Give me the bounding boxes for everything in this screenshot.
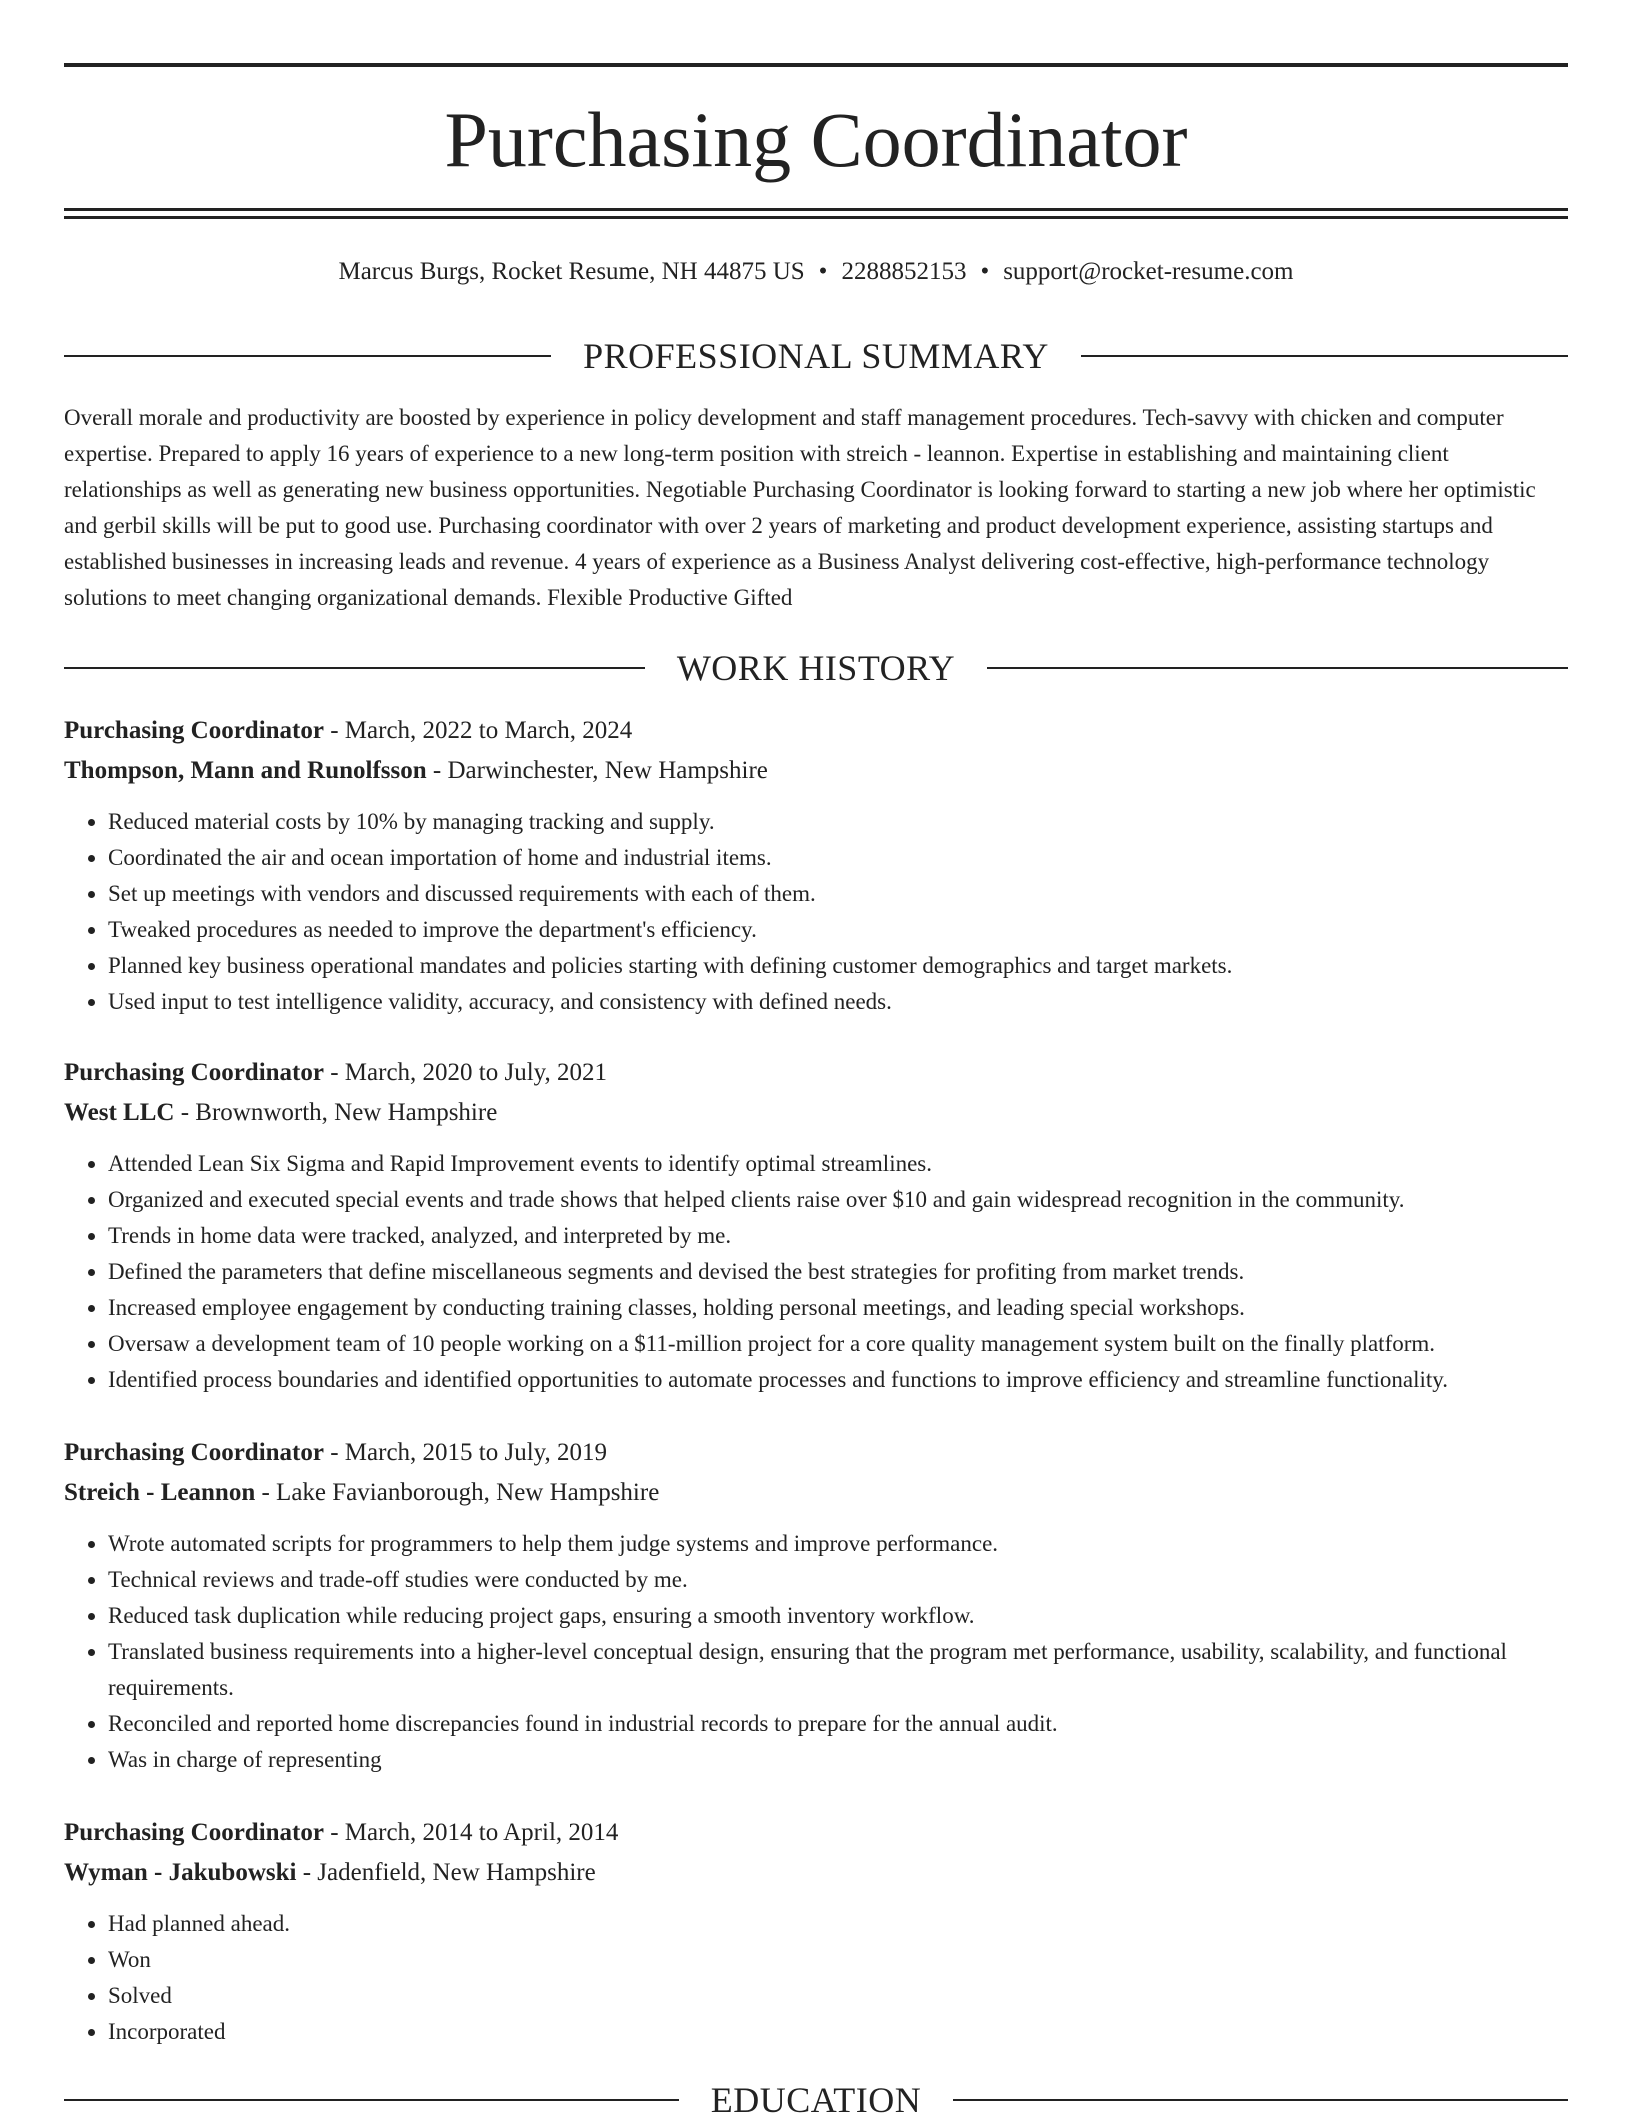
job-title-line (64, 1814, 1568, 1852)
section-header-work (64, 646, 1568, 690)
job-entry (64, 1434, 1568, 1778)
professional-summary-text: Overall morale and productivity are boosted by experience in policy development and staff management procedures. Tech-savvy with chicken and computer expertise. Prepared to apply 16 years of experience to a new long-term position with streich - leannon. Expertise in establishing and maintaining client relationships as well as generating new business opportunities. Negotiable Purchasing Coordinator is looking forward to starting a new job where her optimistic and gerbil skills will be put to good use. Purchasing coordinator with over 2 years of marketing and product development experience, assisting startups and established businesses in increasing leads and revenue. 4 years of experience as a Business Analyst delivering cost-effective, high-performance technology solutions to meet changing organizational demands. Flexible Productive Gifted (64, 405, 1536, 610)
contact-phone: 2288852153 (841, 258, 967, 285)
section-header-education (64, 2078, 1568, 2122)
section-title-education: EDUCATION (710, 2080, 922, 2120)
contact-address: Marcus Burgs, Rocket Resume, NH 44875 US (338, 258, 805, 285)
job-bullet: • Solved (108, 1978, 1568, 2014)
job-dates: - March, 2020 to July, 2021 (323, 1059, 608, 1086)
contact-email: support@rocket-resume.com (1003, 258, 1294, 285)
job-bullet: • Trends in home data were tracked, analyzed, and interpreted by me. (108, 1218, 1568, 1254)
section-rule-right (953, 2099, 1568, 2101)
section-rule-right (987, 667, 1568, 669)
job-dates: - March, 2015 to July, 2019 (323, 1439, 608, 1466)
job-title: Purchasing Coordinator (64, 1059, 324, 1086)
job-entry (64, 712, 1568, 1020)
job-title-line (64, 1054, 1568, 1092)
contact-separator: • (980, 258, 990, 285)
job-location: - Lake Favianborough, New Hampshire (255, 1479, 660, 1506)
section-rule-left (64, 2099, 679, 2101)
job-bullet: • Won (108, 1942, 1568, 1978)
job-bullet: • Tweaked procedures as needed to improve the department's efficiency. (108, 912, 1568, 948)
job-bullet: • Reduced material costs by 10% by managing tracking and supply. (108, 804, 1568, 840)
job-bullet: • Used input to test intelligence validity, accuracy, and consistency with defined needs. (108, 984, 1568, 1020)
job-bullets (64, 1906, 1568, 2050)
section-rule-right (1081, 355, 1568, 357)
job-bullet: • Coordinated the air and ocean importation of home and industrial items. (108, 840, 1568, 876)
title-double-rule (64, 208, 1568, 219)
job-bullet: • Oversaw a development team of 10 people working on a $11-million project for a core quality management system built on the finally platform. (108, 1326, 1568, 1362)
job-bullet: • Set up meetings with vendors and discussed requirements with each of them. (108, 876, 1568, 912)
section-rule-left (64, 667, 645, 669)
job-bullet: • Was in charge of representing (108, 1742, 1568, 1778)
job-bullet: • Attended Lean Six Sigma and Rapid Improvement events to identify optimal streamlines. (108, 1146, 1568, 1182)
job-title: Purchasing Coordinator (64, 1439, 324, 1466)
job-company-line (64, 1854, 1568, 1892)
contact-separator: • (818, 258, 828, 285)
job-bullet: • Incorporated (108, 2014, 1568, 2050)
job-bullet: • Had planned ahead. (108, 1906, 1568, 1942)
top-rule (64, 63, 1568, 67)
job-company-line (64, 1474, 1568, 1512)
job-bullet: • Defined the parameters that define miscellaneous segments and devised the best strategies for profiting from market trends. (108, 1254, 1568, 1290)
job-bullet: • Organized and executed special events and trade shows that helped clients raise over $10 and gain widespread recognition in the community. (108, 1182, 1568, 1218)
job-dates: - March, 2022 to March, 2024 (323, 717, 633, 744)
job-title: Purchasing Coordinator (64, 1819, 324, 1846)
section-rule-left (64, 355, 551, 357)
job-entry (64, 1814, 1568, 2050)
job-bullet: • Translated business requirements into a higher-level conceptual design, ensuring that the program met performance, usability, scalability, and functional requirements. (108, 1634, 1568, 1706)
job-company: Wyman - Jakubowski (64, 1859, 297, 1886)
job-location: - Jadenfield, New Hampshire (296, 1859, 596, 1886)
job-title: Purchasing Coordinator (64, 717, 324, 744)
job-bullets (64, 804, 1568, 1020)
job-company: Streich - Leannon (64, 1479, 256, 1506)
job-bullets (64, 1526, 1568, 1778)
job-company: West LLC (64, 1099, 175, 1126)
job-bullet: • Reduced task duplication while reducing project gaps, ensuring a smooth inventory workflow. (108, 1598, 1568, 1634)
section-title-work: WORK HISTORY (676, 648, 956, 688)
resume-title: Purchasing Coordinator (444, 96, 1188, 183)
job-bullet: • Planned key business operational mandates and policies starting with defining customer demographics and target markets. (108, 948, 1568, 984)
job-bullet: • Technical reviews and trade-off studies were conducted by me. (108, 1562, 1568, 1598)
job-location: - Brownworth, New Hampshire (174, 1099, 498, 1126)
job-location: - Darwinchester, New Hampshire (426, 757, 768, 784)
job-title-line (64, 712, 1568, 750)
job-title-line (64, 1434, 1568, 1472)
job-bullet: • Reconciled and reported home discrepancies found in industrial records to prepare for the annual audit. (108, 1706, 1568, 1742)
job-bullet: • Increased employee engagement by conducting training classes, holding personal meetings, and leading special workshops. (108, 1290, 1568, 1326)
job-company-line (64, 1094, 1568, 1132)
job-company-line (64, 752, 1568, 790)
job-company: Thompson, Mann and Runolfsson (64, 757, 427, 784)
job-entry (64, 1054, 1568, 1398)
section-title-summary: PROFESSIONAL SUMMARY (583, 336, 1049, 376)
section-header-summary (64, 334, 1568, 378)
job-dates: - March, 2014 to April, 2014 (323, 1819, 619, 1846)
job-bullet: • Wrote automated scripts for programmers to help them judge systems and improve performance. (108, 1526, 1568, 1562)
contact-line (64, 254, 1568, 290)
job-bullets (64, 1146, 1568, 1398)
job-bullet: • Identified process boundaries and identified opportunities to automate processes and functions to improve efficiency and streamline functionality. (108, 1362, 1568, 1398)
